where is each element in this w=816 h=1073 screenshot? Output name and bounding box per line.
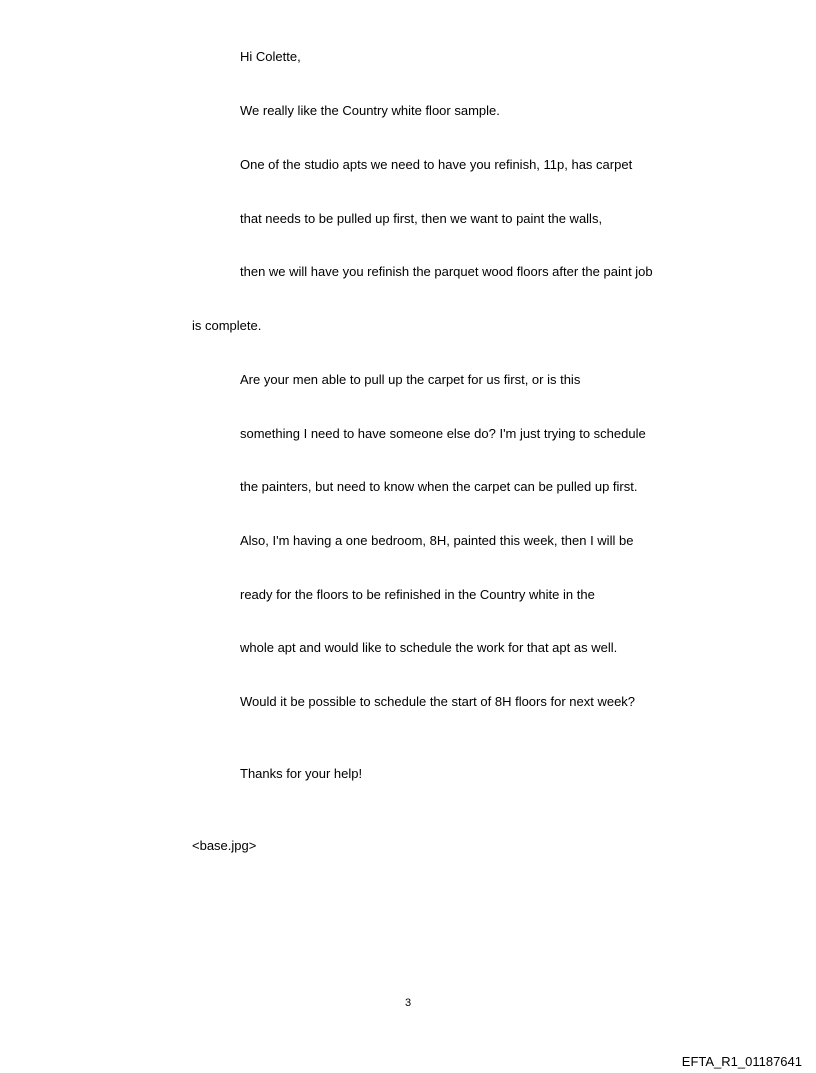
letter-closing: Thanks for your help!: [240, 766, 363, 781]
letter-line: Also, I'm having a one bedroom, 8H, painted this week, then I will be: [240, 533, 634, 548]
letter-line: One of the studio apts we need to have you refinish, 11p, has carpet: [240, 157, 633, 172]
letter-line: the painters, but need to know when the carpet can be pulled up first.: [240, 479, 638, 494]
letter-line: whole apt and would like to schedule the work for that apt as well.: [240, 640, 618, 655]
document-id: EFTA_R1_01187641: [681, 1054, 802, 1069]
letter-line: ready for the floors to be refinished in the Country white in the: [240, 587, 595, 602]
letter-line: Are your men able to pull up the carpet for us first, or is this: [240, 372, 581, 387]
letter-greeting: Hi Colette,: [240, 49, 301, 64]
letter-line: something I need to have someone else do? I'm just trying to schedule: [240, 426, 646, 441]
page-number: 3: [404, 997, 412, 1009]
letter-line: Would it be possible to schedule the start of 8H floors for next week?: [240, 694, 636, 709]
attachment-placeholder: <base.jpg>: [192, 838, 257, 853]
letter-line: that needs to be pulled up first, then we want to paint the walls,: [240, 211, 603, 226]
letter-line: is complete.: [192, 318, 262, 333]
letter-line: then we will have you refinish the parquet wood floors after the paint job: [240, 264, 653, 279]
letter-line: We really like the Country white floor sample.: [240, 103, 500, 118]
